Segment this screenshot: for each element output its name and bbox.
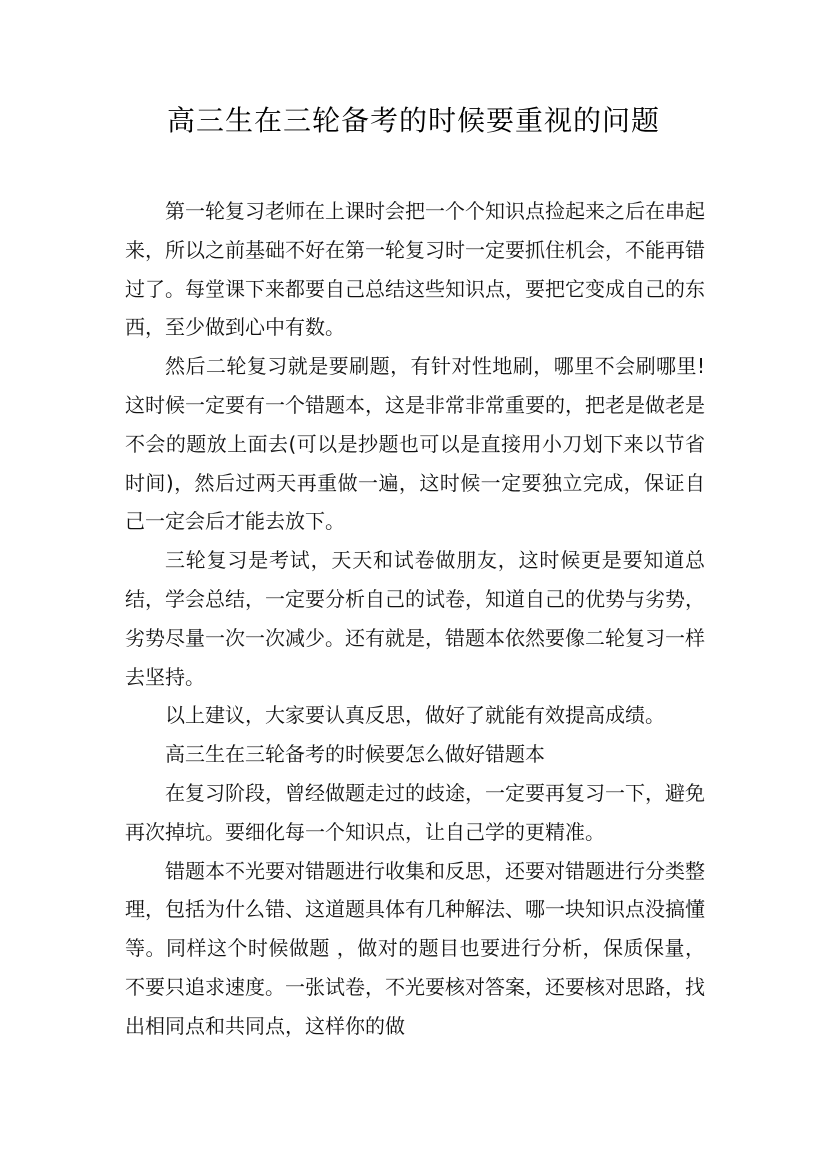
paragraph-second-round: 然后二轮复习就是要刷题，有针对性地刷，哪里不会刷哪里!这时候一定要有一个错题本，这是非常非常重要的，把老是做老是不会的题放上面去(可以是抄题也可以是直接用小刀划下来以节省时间)，然后过两天再重做一遍，这时候一定要独立完成，保证自己一定会后才能去放下。 [125,354,705,534]
document-title: 高三生在三轮备考的时候要重视的问题 [166,104,660,137]
paragraph-advice: 以上建议，大家要认真反思，做好了就能有效提高成绩。 [165,703,665,728]
document-body [125,192,705,1046]
paragraph-review-stage: 在复习阶段，曾经做题走过的歧途，一定要再复习一下，避免再次掉坑。要细化每一个知识点，让自己学的更精准。 [125,780,705,844]
paragraph-error-notebook: 错题本不光要对错题进行收集和反思，还要对错题进行分类整理，包括为什么错、这道题具体有几种解法、哪一块知识点没搞懂等。同样这个时候做题 ，做对的题目也要进行分析，保质保量，不要只追求速度。一张试卷，不光要核对答案，还要核对思路，找出相同点和共同点，这样你的做 [125,858,705,1038]
section-heading-error-notebook: 高三生在三轮备考的时候要怎么做好错题本 [165,742,545,767]
paragraph-third-round: 三轮复习是考试，天天和试卷做朋友，这时候更是要知道总结，学会总结，一定要分析自己的试卷，知道自己的优势与劣势，劣势尽量一次一次减少。还有就是，错题本依然要像二轮复习一样去坚持。 [125,548,705,689]
paragraph-first-round: 第一轮复习老师在上课时会把一个个知识点捡起来之后在串起来，所以之前基础不好在第一轮复习时一定要抓住机会，不能再错过了。每堂课下来都要自己总结这些知识点，要把它变成自己的东西，至少做到心中有数。 [125,199,705,340]
